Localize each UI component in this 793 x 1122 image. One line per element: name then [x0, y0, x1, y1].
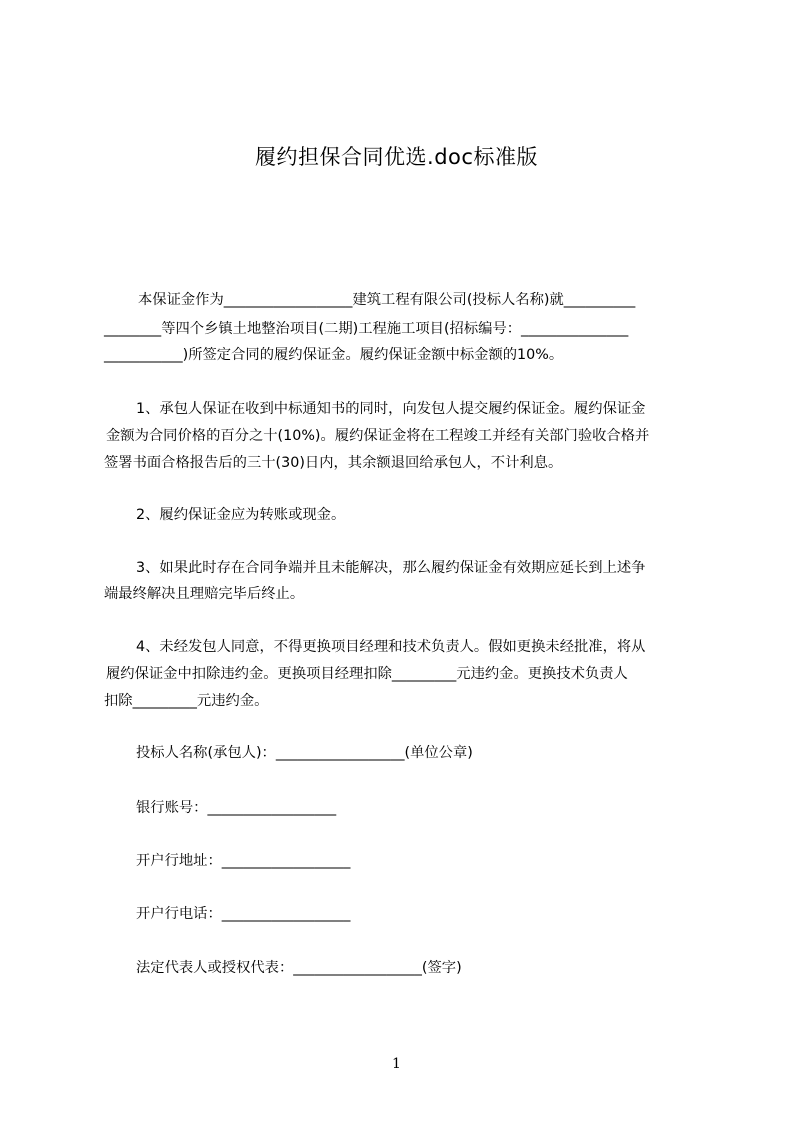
clause-3-line-2: 端最终解决且理赔完毕后终止。: [104, 586, 305, 602]
page-number: 1: [392, 1056, 401, 1072]
field-bank-address: 开户行地址：__________________: [136, 853, 351, 869]
clause-2-line-1: 2、履约保证金应为转账或现金。: [136, 507, 346, 523]
field-legal-representative: 法定代表人或授权代表：__________________(签字): [136, 960, 462, 976]
clause-4-line-2: 履约保证金中扣除违约金。更换项目经理扣除_________元违约金。更换技术负责人: [106, 666, 628, 682]
intro-line-2: ________等四个乡镇土地整治项目(二期)工程施工项目(招标编号：_______________: [104, 321, 629, 337]
document-title: 履约担保合同优选.doc标准版: [255, 145, 538, 169]
field-bank-account: 银行账号：__________________: [136, 800, 337, 816]
intro-line-1: 本保证金作为__________________建筑工程有限公司(投标人名称)就__________: [138, 292, 636, 308]
clause-3-line-1: 3、如果此时存在合同争端并且未能解决，那么履约保证金有效期应延长到上述争: [136, 560, 646, 576]
clause-1-line-1: 1、承包人保证在收到中标通知书的同时，向发包人提交履约保证金。履约保证金: [136, 401, 646, 417]
field-bank-phone: 开户行电话：__________________: [136, 906, 351, 922]
intro-line-3: ___________)所签定合同的履约保证金。履约保证金额中标金额的10%。: [104, 347, 564, 363]
clause-1-line-2: 金额为合同价格的百分之十(10%)。履约保证金将在工程竣工并经有关部门验收合格并: [106, 428, 650, 444]
field-bidder-name: 投标人名称(承包人)：__________________(单位公章): [136, 745, 473, 761]
clause-1-line-3: 签署书面合格报告后的三十(30)日内，其余额退回给承包人，不计利息。: [104, 455, 563, 471]
clause-4-line-3: 扣除_________元违约金。: [104, 693, 269, 709]
clause-4-line-1: 4、未经发包人同意，不得更换项目经理和技术负责人。假如更换未经批准，将从: [136, 639, 646, 655]
